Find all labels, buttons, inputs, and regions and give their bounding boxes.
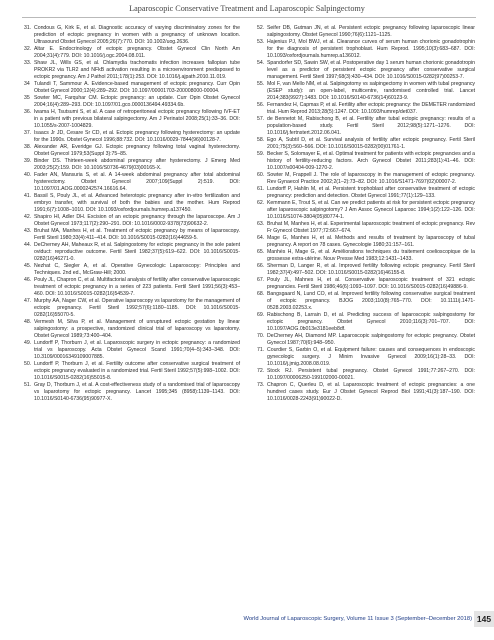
reference-item xyxy=(24,214,240,228)
reference-text: Binder DS. Thirteen-week abdominal pregnancy after hysterectomy. J Emerg Med 2003;25(2):159. DOI: 10.1016/S0736-4679(03)00165-X. xyxy=(34,158,240,171)
reference-text: Pouly JL, Mahnes H, et al. Conservative laparoscopic treatment of 321 ectopic pregnancies. Fertil Steril 1986;46(6):1093–1097. DOI: 10.1016/S0015-0282(16)49886-9. xyxy=(267,277,475,290)
reference-item xyxy=(24,361,240,382)
reference-number: 31. xyxy=(24,25,32,31)
reference-text: Shapiro HI, Adler DH. Excision of an ectopic pregnancy through the laparoscope. Am J Obstet Gynecol 1973;117(2):290–291. DOI: 10.1016/0002-9378(73)90632-2. xyxy=(34,214,240,227)
reference-text: Seifer DB, Gutman JN, et al. Persistent ectopic pregnancy following laparoscopic linear salpingostomy. Obstet Gynecol 1990;76(6):1121–1125. xyxy=(267,25,475,38)
reference-text: Bruhat M, Manhes H, et al. Experimental laparoscopic treatment of ectopic pregnancy. Rev Fr Gynecol Obstet 1977;72:667–674. xyxy=(267,221,475,234)
reference-item xyxy=(257,25,475,39)
reference-text: Kemmann E, Trout S, et al. Can we predict patients at risk for persistent ectopic pregnancy after laparoscopic salpingotomy? J Am Assoc Gynecol Laparosc 1994;1(2):122–126. DOI: 10.1016/S1074-3804(05)80774-1. xyxy=(267,200,475,220)
reference-text: Murphy AA, Nager CW, et al. Operative laparoscopy vs laparotomy for the management of ectopic pregnancy. Fertil Steril 1992;57(6):1180–1185. DOI: 10.1016/S0015-0282(16)55070-5. xyxy=(34,298,240,318)
reference-number: 39. xyxy=(24,158,32,164)
reference-item xyxy=(24,263,240,277)
reference-number: 47. xyxy=(24,298,32,304)
reference-item xyxy=(257,382,475,403)
reference-number: 62. xyxy=(257,200,265,206)
reference-number: 63. xyxy=(257,221,265,227)
reference-text: Stock RJ. Persistent tubal pregnancy. Obstet Gynecol 1991;77:267–270. DOI: 10.1097/00006250-199102000-00021. xyxy=(267,368,475,381)
reference-item xyxy=(257,186,475,200)
reference-item xyxy=(257,291,475,312)
reference-number: 48. xyxy=(24,319,32,325)
reference-item xyxy=(257,221,475,235)
reference-text: Bruhat MA, Manhes H, et al. Treatment of ectopic pregnancy by means of laparoscopy. Fertil Steril 1980;33(4):411–414. DOI: 10.1016/S0015-0282(16)44659-5. xyxy=(34,228,240,241)
reference-number: 58. xyxy=(257,137,265,143)
reference-number: 42. xyxy=(24,214,32,220)
reference-number: 50. xyxy=(24,361,32,367)
reference-text: DeCherney AH, Maheaux R, et al. Salpingostomy for ectopic pregnancy in the sole patent oviduct: reproductive outcome. Fertil Steril 1982;37(5):619–622. DOI: 10.1016/S0015-0282(16)46271-0. xyxy=(34,242,240,262)
reference-item xyxy=(257,151,475,172)
reference-number: 51. xyxy=(24,382,32,388)
reference-number: 67. xyxy=(257,277,265,283)
reference-item xyxy=(24,298,240,319)
reference-item xyxy=(24,193,240,214)
reference-text: Lundorff P, Thorburn J, et al. Laparoscopic surgery in ectopic pregnancy: a randomized trial vs laparoscopy. Acta Obstet Gynecol Scand 1991;70(4–5):343–348. DOI: 10.3109/00016349109007885. xyxy=(34,340,240,360)
reference-item xyxy=(24,228,240,242)
reference-text: Fernandez H, Capmas P, et al. Fertility after ectopic pregnancy: the DEMETER randomized trial. Hum Reprod 2013;28(5):1247. DOI: 10.1093/humrep/det037. xyxy=(267,102,475,115)
reference-item xyxy=(257,172,475,186)
reference-number: 40. xyxy=(24,172,32,178)
reference-text: Lundorff P, Thorburn J, et al. Fertility outcome after conservative surgical treatment of ectopic pregnancy evaluated in a randomized trial. Fertil Steril 1992;57(5):998–1002. DOI: 10.1016/S0015-0282(16)55015-8. xyxy=(34,361,240,381)
reference-number: 61. xyxy=(257,186,265,192)
reference-number: 33. xyxy=(24,60,32,66)
reference-number: 60. xyxy=(257,172,265,178)
reference-item xyxy=(257,39,475,60)
reference-item xyxy=(257,60,475,81)
reference-item xyxy=(24,130,240,144)
reference-number: 41. xyxy=(24,193,32,199)
reference-number: 52. xyxy=(257,25,265,31)
reference-text: Becker S, Solomayer E, et al. Optimal treatment for patients with ectopic pregnancies and a history of fertility-reducing factors. Arch Gynecol Obstet 2011;283(1):41–46. DOI: 10.1007/s00404-009-1270-2. xyxy=(267,151,475,171)
reference-item xyxy=(257,277,475,291)
reference-text: Sowter M, Frappell J. The role of laparoscopy in the management of ectopic pregnancy. Rev Gynaecol Practice 2002;2(1–2):73–82. DOI: 10.1016/S1471-7697(02)00007-2. xyxy=(267,172,475,185)
reference-text: Alexander AR, Everidge GJ. Ectopic pregnancy following total vaginal hysterectomy. Obstet Gynecol 1979;53(Suppl 3):75–85. xyxy=(34,144,240,157)
reference-item xyxy=(24,144,240,158)
page-number: 145 xyxy=(474,611,494,627)
reference-number: 37. xyxy=(24,130,32,136)
reference-item xyxy=(24,172,240,193)
reference-text: Iwama H, Tsutsumi S, et al. A case of retroperitoneal ectopic pregnancy following IVF-ET in a patient with previous bilateral salpingectomy. Am J Perinatol 2008;25(1):33–36. DOI: 10.1055/s-2007-1004829. xyxy=(34,109,240,129)
references-column-left xyxy=(24,25,240,403)
reference-number: 59. xyxy=(257,151,265,157)
reference-number: 64. xyxy=(257,235,265,241)
reference-text: DeCherney AH, Diamond MP. Laparoscopic salpingostomy for ectopic pregnancy. Obstet Gynecol 1987;70(6):948–950. xyxy=(267,333,475,346)
reference-text: Ego A, Subtil D, et al. Survival analysis of fertility after ectopic pregnancy. Fertil Steril 2001;75(3):560–566. DOI: 10.1016/S0015-0282(00)01761-1. xyxy=(267,137,475,150)
reference-number: 65. xyxy=(257,249,265,255)
reference-item xyxy=(257,81,475,102)
reference-number: 36. xyxy=(24,109,32,115)
reference-item xyxy=(24,60,240,81)
reference-text: Courdier S, Garbin O, et al. Equipment failure: causes and consequences in endoscopic gynecologic surgery. J Minim Invasive Gynecol 2009;16(1):28–33. DOI: 10.1016/j.jmig.2008.08.019. xyxy=(267,347,475,367)
reference-text: Lundorff P, Hahlin M, et al. Persistent trophoblast after conservative treatment of ectopic pregnancy: prediction and detection. Obstet Gynecol 1991;77(1):129–133. xyxy=(267,186,475,199)
reference-text: Nezhat C, Siegler A, et al. Operative Gynecologic Laparoscopy: Principles and Techniques. 2nd ed., McGraw-Hill; 2000. xyxy=(34,263,240,276)
reference-text: Hajenius PJ, Mol BWJ, et al. Clearance curves of serum human chorionic gonadotrophin for the diagnosis of persistent trophoblast. Hum Reprod. 1995;10(3):683–687. DOI: 10.1093/oxfordjournals.humrep.a136012. xyxy=(267,39,475,59)
reference-item xyxy=(257,137,475,151)
reference-number: 35 xyxy=(24,95,30,101)
running-header: Laparoscopic Conservative Treatment and Laparoscopic Salpingectomy xyxy=(129,4,365,13)
reference-item xyxy=(257,347,475,368)
reference-number: 70. xyxy=(257,333,265,339)
reference-text: Chapron C, Querleu D, et al. Laparoscopic treatment of ectopic pregnancies: a one hundred cases study. Eur J Obstet Gynecol Reprod Biol 1991;41(3):187–190. DOI: 10.1016/0028-2243(91)90022-D. xyxy=(267,382,475,402)
reference-item xyxy=(257,235,475,249)
reference-text: Mol F, van Mello NM, et al. Salpingotomy vs salpingectomy in women with tubal pregnancy (ESEP study): an open-label, multicentre, randomised controlled trial. Lancet 2014;383(9927):1483. DOI: 10.1016/S0140-6736(14)60123-9. xyxy=(267,81,475,101)
reference-text: Isaacs Jr JD, Cesare Sr CD, et al. Ectopic pregnancy following hysterectomy: an update for the 1990s. Obstet Gynecol 1996;88:732. DOI: 10.1016/0029-7844(96)00128-7. xyxy=(34,130,240,143)
reference-text: Vermesh M, Silva P, et al. Management of unruptured ectopic gestation by linear salpingostomy: a prospective, randomized clinical trial of laparoscopy vs laparotomy. Obstet Gynecol 1989;73:400–404. xyxy=(34,319,240,339)
reference-text: Sowter MC, Farquhar CM. Ectopic pregnancy: an update. Curr Opin Obstet Gynecol 2004;16(4):289–293. DOI: 10.1097/01.gco.0000136494.49334.6b. xyxy=(34,95,240,108)
reference-number: 68. xyxy=(257,291,265,297)
reference-number: 46. xyxy=(24,277,32,283)
reference-item xyxy=(24,319,240,340)
reference-item xyxy=(257,102,475,116)
reference-item xyxy=(24,277,240,298)
reference-text: Condous G, Kirk E, et al. Diagnostic accuracy of varying discriminatory zones for the prediction of ectopic pregnancy in women with a pregnancy of unknown location. Ultrasound Obstet Gynecol 2005;26(7):770. DOI: 10.1002/uog.2636. xyxy=(34,25,240,45)
reference-text: Tulandi T, Sammour A. Evidence-based management of ectopic pregnancy. Curr Opin Obstet Gynecol 2000;12(4):289–292. DOI: 10.1097/00001703-200008000-00004. xyxy=(34,81,240,94)
reference-text: Bassil S, Pouly JL, et al. Advanced heterotopic pregnancy after in-vitro fertilization and embryo transfer, with survival of both the babies and the mother. Hum Reprod 1991;6(7):1008–1010. DOI: 10.1093/oxfordjournals.humrep.a137450. xyxy=(34,193,240,213)
reference-text: Sherman D, Langer R, et al. Improved fertility following ectopic pregnancy. Fertil Steril 1982;37(4):497–502. DOI: 10.1016/S0015-0282(16)46155-8. xyxy=(267,263,475,276)
reference-item xyxy=(24,242,240,263)
reference-number: 55. xyxy=(257,81,265,87)
reference-item xyxy=(257,312,475,333)
reference-item xyxy=(24,25,240,46)
reference-text: Spandorfer SD, Sawin SW, et al. Postoperative day 1 serum human chorionic gonadotropin level as a predictor of persistent ectopic pregnancy after conservative surgical management. Fertil Steril 1997;68(3):430–434. DOI: 10.1016/S0015-0282(97)00253-7. xyxy=(267,60,475,80)
reference-item xyxy=(24,81,240,95)
reference-number: 71. xyxy=(257,347,265,353)
reference-number: 53. xyxy=(257,39,265,45)
reference-item xyxy=(24,109,240,130)
reference-item xyxy=(24,46,240,60)
reference-item xyxy=(24,158,240,172)
reference-item xyxy=(257,333,475,347)
reference-item xyxy=(257,263,475,277)
references-column-right xyxy=(257,25,475,403)
reference-number: 38. xyxy=(24,144,32,150)
reference-text: Fader AN, Mansuria S, et al. A 14-week abdominal pregnancy after total abdominal hysterectomy. Obstet Gynecol 2007;109(Suppl 2):519. DOI: 10.1097/01.AOG.0000242574.16616.64. xyxy=(34,172,240,192)
reference-number: 54. xyxy=(257,60,265,66)
reference-item xyxy=(257,368,475,382)
reference-text: Bangsgaard N, Lund CO, et al. Improved fertility following conservative surgical treatment of ectopic pregnancy. BJOG 2003;110(8):765–770. DOI: 10.1111/j.1471-0528.2003.02253.x. xyxy=(267,291,475,311)
reference-number: 56. xyxy=(257,102,265,108)
reference-number: 72. xyxy=(257,368,265,374)
reference-number: 45. xyxy=(24,263,32,269)
reference-text: de Bennetot M, Rabischong B, et al. Fertility after tubal ectopic pregnancy: results of a population-based study. Fertil Steril 2012;98(5):1271–1276. DOI: 10.1016/j.fertnstert.2012.06.041. xyxy=(267,116,475,136)
reference-item xyxy=(24,382,240,403)
reference-item xyxy=(257,116,475,137)
reference-text: Shaw JL, Wills GS, et al. Chlamydia trachomatis infection increases fallopian tube PROKR2 via TLR2 and NFkB activation resulting in a microenvironment predisposed to ectopic pregnancy. Am J Pathol 2011;178(1):253. DOI: 10.1016/j.ajpath.2010.11.019. xyxy=(34,60,240,80)
reference-item xyxy=(257,200,475,221)
reference-number: 73. xyxy=(257,382,265,388)
reference-number: 34 xyxy=(24,81,30,87)
reference-number: 57. xyxy=(257,116,265,122)
journal-footer: World Journal of Laparoscopic Surgery, Volume 11 Issue 3 (September–December 2018) xyxy=(243,616,472,622)
reference-number: 69. xyxy=(257,312,265,318)
reference-text: Mage G, Manhes H, et al. Methods and results of treatment by laparoscopy of tubal pregnancy. A report on 78 cases. Gynecologie 1980;31:157–161. xyxy=(267,235,475,248)
reference-item xyxy=(24,95,240,109)
reference-number: 44. xyxy=(24,242,32,248)
reference-number: 66. xyxy=(257,263,265,269)
reference-text: Gray D, Thorburn J, et al. A cost-effectiveness study of a randomised trial of laparoscopy vs laparotomy for ectopic pregnancy. Lancet 1995;345 (8958):1139–1143. DOI: 10.1016/S0140-6736(95)90977-X. xyxy=(34,382,240,402)
reference-number: 43. xyxy=(24,228,32,234)
reference-text: Manhès H, Mage G, et al. Améliorations techniques du traitement coelioscopique de la grossesse extra-utérine. Nouv Presse Med 1983;12:1431–1433. xyxy=(267,249,475,262)
reference-number: 49. xyxy=(24,340,32,346)
reference-number: 32. xyxy=(24,46,32,52)
reference-text: Altar E. Endocrinology of ectopic pregnancy. Obstet Gynecol Clin North Am 2004;31(4):779. DOI: 10.1016/j.ogc.2004.08.011. xyxy=(34,46,240,59)
header-divider xyxy=(22,17,476,18)
reference-text: Pouly JL, Chapron C, et al. Multifactorial analysis of fertility after conservative laparoscopic treatment of ectopic pregnancy in a series of 223 patients. Fertil Steril 1991;56(3):453–460. DOI: 10.1016/S0015-0282(16)54539-7. xyxy=(34,277,240,297)
reference-text: Rabischong B, Larrain D, et al. Predicting success of laparoscopic salpingostomy for ectopic pregnancy. Obstet Gynecol 2010;116(3):701–707. DOI: 10.1097/AOG.0b013e3181eeb8df. xyxy=(267,312,475,332)
reference-item xyxy=(257,249,475,263)
reference-item xyxy=(24,340,240,361)
